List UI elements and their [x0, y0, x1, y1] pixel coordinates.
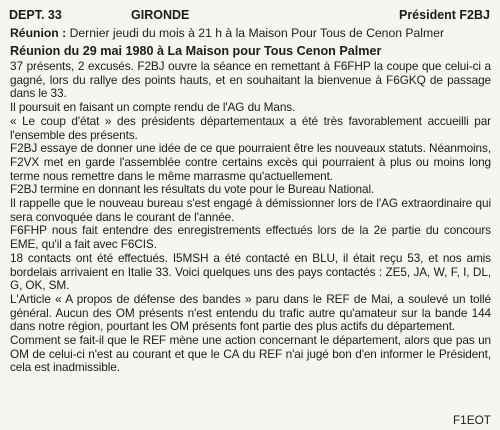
meeting-label: Réunion :: [10, 26, 67, 40]
paragraph: F6FHP nous fait entendre des enregistrements effectués lors de la 2e partie du concours EME, qu'il a fait avec F6CIS.: [10, 223, 491, 252]
paragraph: F2BJ essaye de donner une idée de ce que pourraient être les nouveaux statuts. Néanmoins, F2VX met en garde l'assemblée contre certains excès qui pourraient à plus ou moins long terme nous remettre dans le même marrasme qu'actuellement.: [10, 141, 491, 183]
paragraph: Il poursuit en faisant un compte rendu de l'AG du Mans.: [10, 100, 296, 115]
meeting-info: [10, 25, 493, 41]
paragraph: F2BJ termine en donnant les résultats du vote pour le Bureau National.: [10, 182, 375, 197]
paragraph: Comment se fait-il que le REF mène une action concernant le département, alors que pas un OM de celui-ci n'est au courant et que le CA du REF n'ai jugé bon d'en informer le Président, cela est inadmissible.: [10, 333, 491, 375]
president-label: Président F2BJ: [398, 8, 490, 22]
article-body: [10, 60, 491, 375]
meeting-text: Dernier jeudi du mois à 21 h à la Maison Pour Tous de Cenon Palmer: [66, 26, 444, 40]
signature: F1EOT: [452, 413, 491, 427]
paragraph: Il rappelle que le nouveau bureau s'est engagé à démissionner lors de l'AG extraordinaire qui sera convoquée dans le courant de l'année.: [10, 196, 491, 224]
paragraph: « Le coup d'état » des présidents départementaux a été très favorablement accueilli par l'ensemble des présents.: [10, 113, 491, 142]
region-label: GIRONDE: [131, 8, 190, 22]
paragraph: L'Article « A propos de défense des bandes » paru dans le REF de Mai, a soulevé un tollé général. Aucun des OM présents n'est entendu du trafic autre qu'amateur sur la bande 144 dans notre région, pourtant les OM présents font partie des plus actifs du département.: [10, 291, 491, 334]
dept-label: DEPT. 33: [9, 8, 62, 22]
header: [7, 6, 493, 25]
paragraph: 18 contacts ont été effectués. I5MSH a été contacté en BLU, il était reçu 53, et nos amis bordelais arrivaient en Italie 33. Voici quelques uns des pays contactés : ZE5, JA, W, F, I, DL, G, OK, SM.: [10, 250, 491, 293]
meeting-title: Réunion du 29 mai 1980 à La Maison pour Tous Cenon Palmer: [10, 44, 382, 58]
paragraph: 37 présents, 2 excusés. F2BJ ouvre la séance en remettant à F6FHP la coupe que celui-ci a gagné, lors du rallye des points hauts, et en souhaitant la bienvenue à F6GKQ de passage dans le 33.: [10, 59, 491, 101]
